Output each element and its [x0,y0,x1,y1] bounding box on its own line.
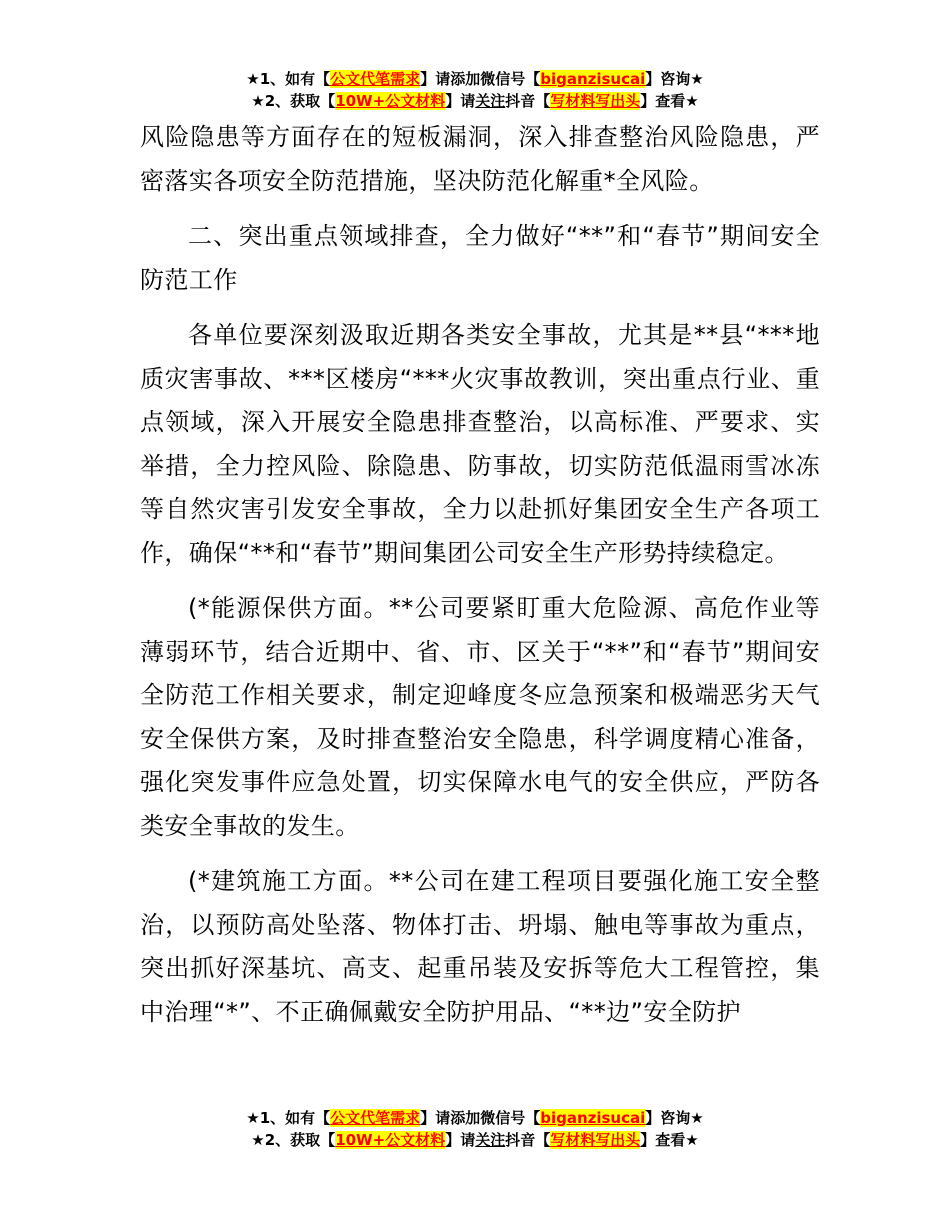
header-materials-highlight: 10W+公文材料 [335,92,446,110]
footer-wechat-id-highlight: biganzisucai [540,1109,646,1127]
footer-line-1 [0,1107,950,1129]
footer-line-2-mid-after: 抖音【 [505,1131,551,1149]
footer-line-2-mid: 】请 [445,1131,476,1149]
header-ghostwriting-highlight: 公文代笔需求 [330,70,421,88]
paragraph-continuation: 风险隐患等方面存在的短板漏洞，深入排查整治风险隐患，严密落实各项安全防范措施，坚决防范化解重*全风险。 [140,123,820,195]
footer-line-1-mid: 】请添加微信号【 [420,1109,541,1127]
header-line-1 [0,68,950,90]
paragraph-construction: (*建筑施工方面。**公司在建工程项目要强化施工安全整治，以预防高处坠落、物体打击、坍塌、触电等事故为重点，突出抓好深基坑、高支、起重吊装及安拆等危大工程管控，集中治理“*”、不正确佩戴安全防护用品、“**边”安全防护 [140,867,820,1026]
footer-douyin-account-highlight: 写材料写出头 [550,1131,641,1149]
footer-line-2-prefix: ★2、获取【 [251,1131,336,1149]
document-body [140,116,820,1046]
section-heading: 二、突出重点领域排查，全力做好“**”和“春节”期间安全防范工作 [140,222,820,294]
header-line-1-mid: 】请添加微信号【 [420,70,541,88]
header-line-2 [0,90,950,112]
footer-line-2 [0,1129,950,1151]
header-line-1-prefix: ★1、如有【 [246,70,331,88]
header-line-2-prefix: ★2、获取【 [251,92,336,110]
footer-line-1-prefix: ★1、如有【 [246,1109,331,1127]
footer-ghostwriting-highlight: 公文代笔需求 [330,1109,421,1127]
header-douyin-account-highlight: 写材料写出头 [550,92,641,110]
header-line-2-mid: 】请 [445,92,476,110]
header-wechat-id-highlight: biganzisucai [540,70,646,88]
footer-line-1-suffix: 】咨询★ [645,1109,704,1127]
header-follow-underlined: 关注 [475,92,506,110]
paragraph-units-requirement: 各单位要深刻汲取近期各类安全事故，尤其是**县“***地质灾害事故、***区楼房“***火灾事故教训，突出重点行业、重点领域，深入开展安全隐患排查整治，以高标准、严要求、实举措，全力控风险、除隐患、防事故，切实防范低温雨雪冰冻等自然灾害引发安全事故，全力以赴抓好集团安全生产各项工作，确保“**和“春节”期间集团公司安全生产形势持续稳定。 [140,321,820,567]
header-line-2-mid-after: 抖音【 [505,92,551,110]
header-line-2-suffix: 】查看★ [640,92,699,110]
header-line-1-suffix: 】咨询★ [645,70,704,88]
footer-materials-highlight: 10W+公文材料 [335,1131,446,1149]
footer-follow-underlined: 关注 [475,1131,506,1149]
header-banner [0,68,950,112]
footer-line-2-suffix: 】查看★ [640,1131,699,1149]
footer-banner [0,1107,950,1151]
paragraph-energy-supply: (*能源保供方面。**公司要紧盯重大危险源、高危作业等薄弱环节，结合近期中、省、市、区关于“**”和“春节”期间安全防范工作相关要求，制定迎峰度冬应急预案和极端恶劣天气安全保供方案，及时排查整治安全隐患，科学调度精心准备，强化突发事件应急处置，切实保障水电气的安全供应，严防各类安全事故的发生。 [140,594,820,840]
